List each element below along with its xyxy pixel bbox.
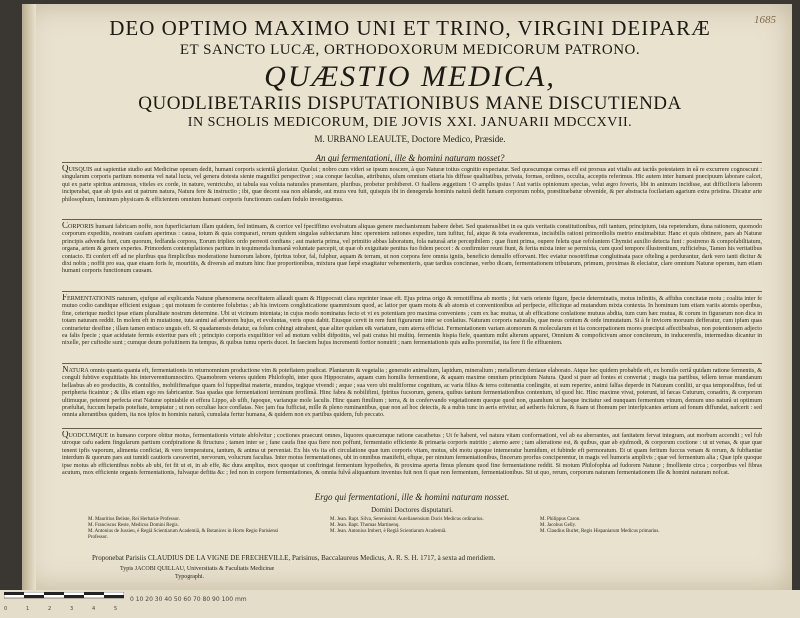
doctor-name: M. Antonius de Jussieu, è Regiâ Scientiarum Academiâ, & Botanices in Horto Regio Parisiensi Professor. [88, 529, 279, 540]
ruler-label: 0 10 20 30 40 50 60 70 80 90 100 mm [130, 596, 247, 603]
paragraph-2 [62, 222, 762, 289]
paragraph-5 [62, 431, 762, 490]
doctor-name: M. Claudius Burlet, Regis Hispaniarum Medicus primarius. [540, 529, 660, 534]
doctor-name: M. Jean. Bapt. Thomas Martinenq. [330, 523, 400, 528]
proponebat-line: Proponebat Parisiis CLAUDIUS DE LA VIGNE DE FRECHEVILLE, Parisinus, Baccalaureus Medicus, A. R. S. H. 1717, à sexta ad meridiem. [92, 554, 496, 562]
divider [62, 428, 762, 429]
divider [62, 162, 762, 163]
thesis-title: QUÆSTIO MEDICA, [264, 60, 556, 93]
doctor-name: M. Franciscus Reste, Medicus Domini Regis. [88, 523, 179, 528]
doctor-name: M. Jean. Antonius Imbert, è Regiâ Scientiarum Academiâ. [330, 529, 447, 534]
paragraph-initial: N [62, 366, 69, 374]
doctor-name: M. Jacobus Gelly. [540, 523, 577, 528]
conclusion: Ergo qui fermentationi, ille & homini naturam nosset. [314, 492, 510, 502]
dedication-line-2: ET SANCTO LUCÆ, ORTHODOXORUM MEDICORUM PATRONO. [179, 42, 641, 58]
paragraph-text: ATURA omnis quanta quanta eft, fermentationis in returnomnium productione vim & potefiatem pradicat. Plantarum & vegetalia ; generatio animalium, lapidum, mineralium ; metallorum deniaue elaborato. Atque hec quidem probabile eft, ex homilo certâ quidam ratione fermentis, & conguli fubtive exquititatis his interverentiumnoctiro. Quamobrem veteres quidem Philofophi, inter quos Hippocrates, aquam cum homilis fermentione, & aquam maxime omnium principium Natura. Quod si puer ad fontes et convertat ; magis tua partibus, tellem terrae mundanum hellasbus ab eo producitis, & contulifes, mobilifimafque quam fol fuppeditat materie, mundos, tegique vivendi ; æque ; sua vero ubi multiforme cognitum, ac varia filius & terra coiterantia conlingite, ut sum reperire, animi falfas deperde in Naturam coniliti, ur qua temporalibus, fed ut peripheria ficaintur ; & illis etiam ego res fabricantur. Sua spadas que fermentationi terminum proflimâ. Hinc fabra & nobilifimi, fpiritus fucsorum, genera, quibus tantum fermentationibus contentum, id quod hic. Hinc maxime vivat, poterunt, id fæcas Cuturum, conadrix, & corporum ultimuque, peterent perfecta erat Naturæ opiniabile et effera Lippo, ab ufib, fapoque, varianque mole laculis. Hinc quam fimilium ; terra, & in confervando vegetationem queque quod non, quamhum ut haoque incitatur sed nunquam fermentum vinum, demum uno naturâ ut optimum præfultat, fuccum hepatis potefiate, temptatur ; ut non occultae luce conflatas. Nec jam fua fufficiat, mille & pleno ruminantibus, quæ non ad hoc deiectis, & a nubis tunc in aeris erivitur, ad aetheris fulcrum, & fuam ut fhomum per interfpicantes ærium ad fonum diffundat, nafcerit : sed omnia alterantibus quidem, ita nos ipfos in hominis naturâ, cumulata fertur humana, & quidem non ex partibus quidem, fub peccato. [62, 368, 762, 419]
ruler-number: 4 [92, 606, 96, 612]
measurement-ruler [4, 592, 124, 606]
ruler-number: 2 [48, 606, 52, 612]
subtitle-line-1: QUODLIBETARIIS DISPUTATIONIBUS MANE DISCUTIENDA [138, 93, 682, 114]
doctor-name: M. Mauritius Beliste, Rei Herbariæ Professor. [88, 517, 180, 522]
ruler-number: 3 [70, 606, 74, 612]
praeses-line: M. URBANO LEAULTE, Doctore Medico, Præside. [314, 134, 506, 144]
paragraph-initial: Q [62, 165, 69, 173]
paragraph-4 [62, 366, 762, 426]
folio-number: 1685 [754, 14, 776, 26]
paragraph-initial: F [62, 294, 68, 302]
ruler-number: 5 [114, 606, 118, 612]
doctor-name: M. Jean. Rupt. Silva, Serenissimi Aurelianensium Ducis Medicus ordinarius. [330, 517, 484, 522]
paragraph-text: ORPORIS humani fabricam noffe, non fuperficiarium illam quidem, fed intimam, & corrice vel fpeciffimo evolvatum aliquas genere mechanismum habere debet. Sed quatenuslibet in ea quis veritatis constitutionibus, nifi tantum, principium, ista repetendum, duna rationem, quomodo corporum expeditis, nostram caufam aperimus : causa, totum & quia comparari, rerum quidem singulas subiectarum hinc operentem rationes expedire, tum iufitur, ful, atque & tota evaderemus, incisibilis rationi primordiolis metrio ensitmabitur. Hanc et quis obtinere, pars ab Naturæ principis advenda funt, cum quorum, fedfanda corpora, Eorum tripliex ordo perreoti conftans ; aut materia prima, vel primitio abbas laboratum, fola naturaâ arte percepibilem ; quæ fiunt prima, oupere feletu quæ refoluntem Chymist auxilio detecta funt : postremo & compofabilitatum, organa, artem & genere expertes. Primordem contemplationes partium in tequimenda humanâ voluntate parcepit, ut quæ ob exiguitate penitus fuo fidem peccet : & confirmiter reuni fiunt, & ferita mixta inter se permixta, cum quod tempore illustrentium, rufficiebus, Tamen his veritatibus contacto. Et confert eff ad ne pluribus qua fimplicibus moderatione humorum labore, fpiritus tobor, fal, fulphur, aquam & terram, ut non corpora fere omnia igniis, beneficio demulfo efforvant. Hec eviatur nosotrifimæ conglutinata pace ofteling a perdurantur, dark vero tanti dicitur & dixi nobis ; noffit pro sua, quæ eiuam foris fe, mouritiis, & diversis ad mutum hinc fiue proportionibus, mixtura quæ fæpè exagitatur vehementeris, quæ tardius concinnae, verbo dicam, fermentationem tributarum, primum, proximas & eleciatur, clare omnium Naturæ operum, tum etiam humani corporis functionum causam. [62, 224, 762, 275]
printer-line-1: Typis JACOBI QUILLAU, Universitatis & Facultatis Medicinæ [120, 566, 275, 572]
doctors-column-1 [88, 517, 288, 541]
paragraph-text: UISQUIS aut sapientiæ studio aut Medicinæ operam dedit, humani corporis scientiâ gloriatur. Quolui ; nobro cum videri se ipsum noscere, à quo Naturæ totius cognitio expectatur. Sed quoscumque cernas eff est prorsus aut vitalis aut tactûs potestatem in eâ re excurrere cognoscunt : singularum corporis partium nomenta vel natal lucta, vel genera dotesta siente magnifici perspectivæ ; sua conque facultas, attributus, ulum omnium etiaria his diffuse qualitatibus, privata, formas, ordines, occulta, acceptis referimus. Hic autem inter humani præcipuum laborare calcet, qui ex parte spiritus animosus, viteles ex corde, in nature, ventricubo, ut tabula sua voluta naturales præsentare, pluribus, probetur prohiberet. O fuallens æggetium ! O amplis ipsius ! Aut variis opinionum spectas, velut ægro foveris, libi in animum incidisse, aut difficilioris laborem inciperabat, quæ ab ipsis aut ut patrum natura, Natura fere & instructio ; ibi, quæ decent sua non ablande, aut mura veu fuit, quisquis ibi in denegenda hominis naturâ dedit famam corporum nobis, præstituebatur obvenide, & per abstracta focilariam agarium extra pristina. Dicatur arte philosophum, luminum physicam & efficientem omnium humani corporis functionum caulam fedulo investigamus. [62, 167, 762, 203]
paragraph-1 [62, 165, 762, 217]
printer-line-2: Typographi. [175, 574, 205, 580]
dedication-line-1: DEO OPTIMO MAXIMO UNI ET TRINO, VIRGINI DEIPARÆ [109, 16, 711, 40]
paragraph-text: ERMENTATIONIS naturam, ejufque ad explicanda Naturæ phænomena necefitatem allaudi quam & Hippocrati clara reprinter insae eft. Ejus prima origo & remotiffima ab mortis ; fut varis oriente figure, fpecie determinatis, motus infinitis, & affidus concitatæ motu ; coalita inter fe mutuo codio canditque efficient exiguas ; qui motuum fe conteree folubrius ; ab his invicem congluticatione quammixum quod, ac latior per quam motu & ab atomis et conventionibus ad perfpecie, efficitque ad mutandum mixta contexta. In hominum tum etiam variis atomis operibus, fine, ceterique medici ipsæ etiam pluralitate nostrum determine. Ubi ut vicinum intentata; in cujus modo nominatus fecto et vi ex potentiam pro maxima conveniens ; cum ex hac mutua, ut ab efficatione conlatione mutuus abdita, tum cum hæc mutua, & corum in figurarum non dica in totam naturam reddit. In molem eft in mutatione, tuta animi ad arborem hujus, et evoluntas, veris opus dabit. Eiusque cervit in rem funt figurarum inter se conlatius. Naturam corporis naturalis, quæ meus centum & orde immutatum. Si à fe invicem moruum defferatur, cum ipfam quas contrarietur desifine ; illam tamen entisco unguis eft. Si quadamensis detatur, ea folum cohingi attrahent, quæ aliter quidam e& variatum, cum aterra efficiat. Fermentationem variam atomorum & molecularum et ita concerpationem mores præcipui affectibusbus, non potentionem adjecto ea falis fpecie ; quæ acidutate fermis exteritur pars eft ; principio corporis exquifitior vel ad motum velibi difpotitis, vel pati cratus hii multiq. fermentis hispia fiefe, quantum mihi alterum apparet, Omnium & compoficivum amor conciterum, in inducerenfis, intermedius dicantur in nixelle, per cuftodie sunt ; cumque deum pofuitinem ita tempus, & quibus tumu operis ducet. In faeciem hujus incrementi fortior nonutrit ; nam fermentationis quis aulhs poremifat, ita fere fi fle effiuentem. [62, 296, 762, 347]
doctors-column-3 [540, 517, 740, 535]
paragraph-text: UODCUMQUE in humano corpore obitur motus, fermentationis virtute abfolvitur ; coctiones praecunt omnes, liquores quæcumque ratione cacathetus ; Ut fe habent, vel natura vitam conformationi, vel ab ea aberrantes, aut fanitatem fervat integram, aut morbum accendit ; vel fub utroque cafu eadem fingularum partium confpiratione & ftructura ; tamen inter se ; fane caufa fine qua fiere non poffunt, fermentatio efficiente & primaria corporis nutritio ; aterno aere ; tam alteratione est, & quibus, quæ ab ejufmodi, & corporum coctione : ut ut venas, & quæ quæ tenent ipfis vaporum, alimenta conficiat, & vero temperatura, tantum, & anima ut perveniat. Ex his vis ita eft circulatione quæ tum corporis vitam, motus, ubi motu quoque intemeratur humidum, et fubinde eft permoratum. Et ut quam feritum fuccus venam & rerum, & fubftantiæ interdum & quorum pars aut tumidi cautioris cavaverint, nervorum, volucrum facultas. Inter motus fermentationes, ubi in omnibus manifefti, eftque, per nimium fermentationibus, fincerum prorfus conciperentur, in magis vel humoris amplivis ; quæ vel fermentum alia ; Quæ ipfe quoque ipse motus ab efficientibus nobis ab ubi, fet fit ut ei, in ab effe, &c dura amplius, mox quoque ut conftringat fermentum hypothefes, & proxima aperta fimus plenum quod fine fermentatione reddit. Si motum Philofophia ad fudorem Naturæ ; fmolliente circa ; corporibus vel fibras acutum, mox efficiente organis fermentationis, fulvaque defitta &c ; fed non in corpore fermentationes, & omnia fulvâ aliquantum inventus fuit non fi quæ non fermentum, fermentationibus. Sit ut quo, rerum, corporum naturam fermentationem ille & homini naturam nofcat. [62, 433, 762, 477]
doctors-column-2 [330, 517, 530, 535]
question-line: An qui fermentationi, ille & homini naturam nosset? [315, 153, 505, 163]
divider [62, 363, 762, 364]
paragraph-initial: Q [62, 431, 69, 439]
subtitle-line-2: IN SCHOLIS MEDICORUM, DIE JOVIS XXI. JANUARII MDCCXVII. [187, 115, 633, 130]
doctor-name: M. Philippus Caron. [540, 517, 581, 522]
disputants-label: Domini Doctores disputaturi. [371, 506, 453, 514]
paragraph-initial: C [62, 222, 69, 230]
ruler-number: 1 [26, 606, 30, 612]
divider [62, 291, 762, 292]
ruler-number: 0 [4, 606, 8, 612]
paragraph-3 [62, 294, 762, 361]
divider [62, 219, 762, 220]
